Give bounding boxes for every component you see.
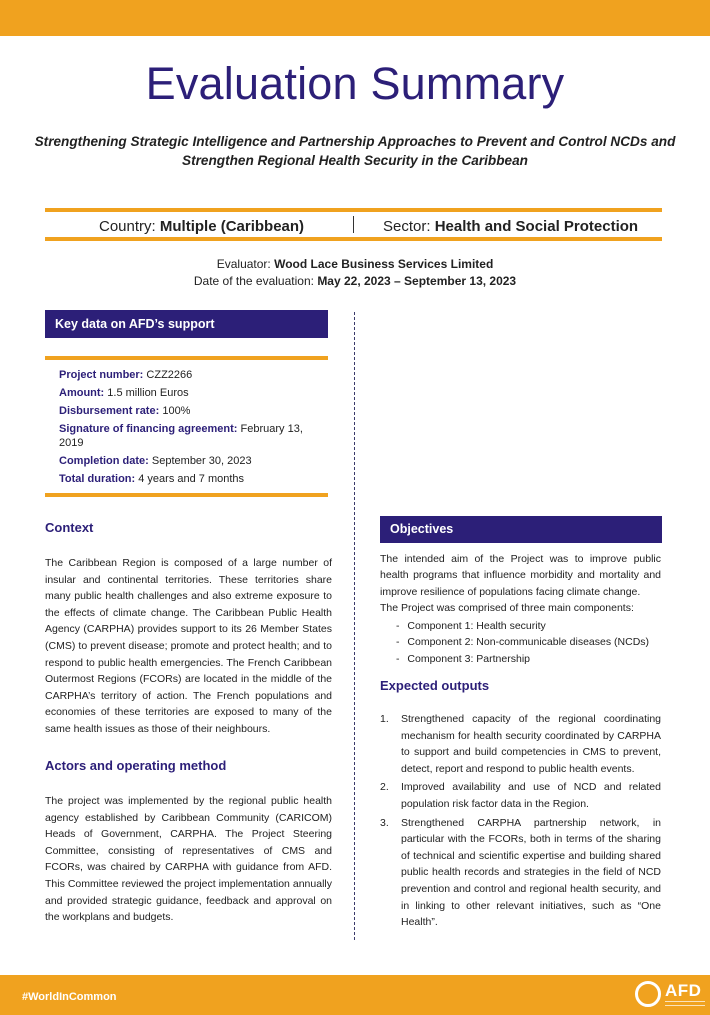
key-data-row xyxy=(59,368,309,382)
output-text: Strengthened CARPHA partnership network, in particular with the FCORs, both in terms of the sharing of technical and scientific expertise and building shared public health records and strategies in the field of NCD prevention and control and regional health security, and in linking to other relevant initiatives, such as “One Health”. xyxy=(401,816,661,929)
key-data-key: Project number: xyxy=(59,369,144,381)
actors-text: The project was implemented by the regional public health agency established by Caribbean Community (CARICOM) Heads of Government, CARPHA. The Project Steering Committee, consisting of representatives of CMS and FCORs, was chaired by CARPHA with guidance from AFD. This Committee reviewed the project implementation annually and provided strategic guidance, feedback and approval on the workplans and budgets. xyxy=(45,795,332,924)
country-field xyxy=(99,218,304,235)
page-subtitle: Strengthening Strategic Intelligence and Partnership Approaches to Prevent and Control NCDs and Strengthen Regional Health Security in the Caribbean xyxy=(34,134,676,168)
key-data-key: Completion date: xyxy=(59,455,149,467)
key-data-list xyxy=(59,368,309,490)
country-label: Country: xyxy=(99,218,156,235)
key-data-row xyxy=(59,472,309,486)
outputs-heading: Expected outputs xyxy=(380,678,490,693)
afd-logo xyxy=(635,981,705,1011)
component-item: - Component 1: Health security xyxy=(396,618,661,635)
key-data-value: 1.5 million Euros xyxy=(107,387,189,399)
components-intro: The Project was comprised of three main components: xyxy=(380,602,634,615)
key-data-value: 4 years and 7 months xyxy=(138,473,245,485)
date-value: May 22, 2023 – September 13, 2023 xyxy=(317,274,517,288)
logo-ring-icon xyxy=(635,981,661,1007)
date-label: Date of the evaluation: xyxy=(193,274,314,288)
country-sector-band xyxy=(45,208,662,241)
output-item xyxy=(380,711,661,777)
key-data-key: Disbursement rate: xyxy=(59,405,160,417)
context-text: The Caribbean Region is composed of a large number of insular and continental territories. These territories share many public health challenges and also extreme exposure to the effects of climate change. The Caribbean Public Health Agency (CARPHA) provides support to its 26 Member States (CMS) to prevent disease; promote and protect health; and to respond to public health emergencies. The French Caribbean Outermost Regions (FCORs) are located in the middle of the CARPHA’s territory of action. The French populations and economies of these territories are exposed to many of the same health issues as those of their neighbours. xyxy=(45,557,332,735)
key-data-row xyxy=(59,422,309,450)
sector-value: Health and Social Protection xyxy=(434,218,639,235)
output-text: Improved availability and use of NCD and related population risk factor data in the Region. xyxy=(401,781,661,810)
country-value: Multiple (Caribbean) xyxy=(159,218,305,235)
components-list xyxy=(380,618,661,668)
column-divider xyxy=(354,312,355,940)
evaluator-value: Wood Lace Business Services Limited xyxy=(274,257,494,271)
output-text: Strengthened capacity of the regional coordinating mechanism for health security coordinated by CARPHA to support and build competencies in CMS to prevent, detect, report and respond to public health events. xyxy=(401,713,661,775)
top-orange-bar xyxy=(0,0,710,36)
footer-hashtag: #WorldInCommon xyxy=(22,991,117,1003)
key-data-value: 100% xyxy=(162,405,191,417)
key-data-bottom-rule xyxy=(45,493,328,497)
key-data-key: Amount: xyxy=(59,387,105,399)
key-data-heading: Key data on AFD’s support xyxy=(45,310,328,338)
key-data-row xyxy=(59,454,309,468)
context-heading: Context xyxy=(45,520,94,535)
key-data-key: Signature of financing agreement: xyxy=(59,423,238,435)
evaluator-line xyxy=(0,257,710,271)
key-data-top-rule xyxy=(45,356,328,360)
output-number: 1. xyxy=(380,713,389,725)
sector-label: Sector: xyxy=(383,218,431,235)
output-number: 3. xyxy=(380,816,389,829)
logo-tagline-graphic xyxy=(665,1001,705,1006)
output-item xyxy=(380,779,661,812)
key-data-value: September 30, 2023 xyxy=(151,455,252,467)
page-title: Evaluation Summary xyxy=(145,58,565,109)
output-item xyxy=(380,815,661,931)
objectives-body xyxy=(380,551,661,668)
component-item: - Component 3: Partnership xyxy=(396,651,661,668)
date-line xyxy=(0,274,710,288)
output-number: 2. xyxy=(380,781,389,794)
key-data-key: Total duration: xyxy=(59,473,136,485)
key-data-row xyxy=(59,404,309,418)
objectives-heading: Objectives xyxy=(380,516,662,543)
evaluator-label: Evaluator: xyxy=(216,257,271,271)
footer-bar xyxy=(0,975,710,1015)
key-data-value: February 13, 2019 xyxy=(59,423,303,449)
outputs-list xyxy=(380,711,661,933)
sector-field xyxy=(383,218,638,235)
logo-text: AFD xyxy=(665,981,702,1000)
component-item: - Component 2: Non-communicable diseases (NCDs) xyxy=(396,634,661,651)
key-data-value: CZZ2266 xyxy=(146,369,193,381)
objectives-text: The intended aim of the Project was to improve public health programs that influence morbidity and mortality and improve resilience of populations facing climate change. xyxy=(380,553,661,598)
band-divider xyxy=(353,216,354,233)
key-data-row xyxy=(59,386,309,400)
actors-heading: Actors and operating method xyxy=(45,758,227,773)
